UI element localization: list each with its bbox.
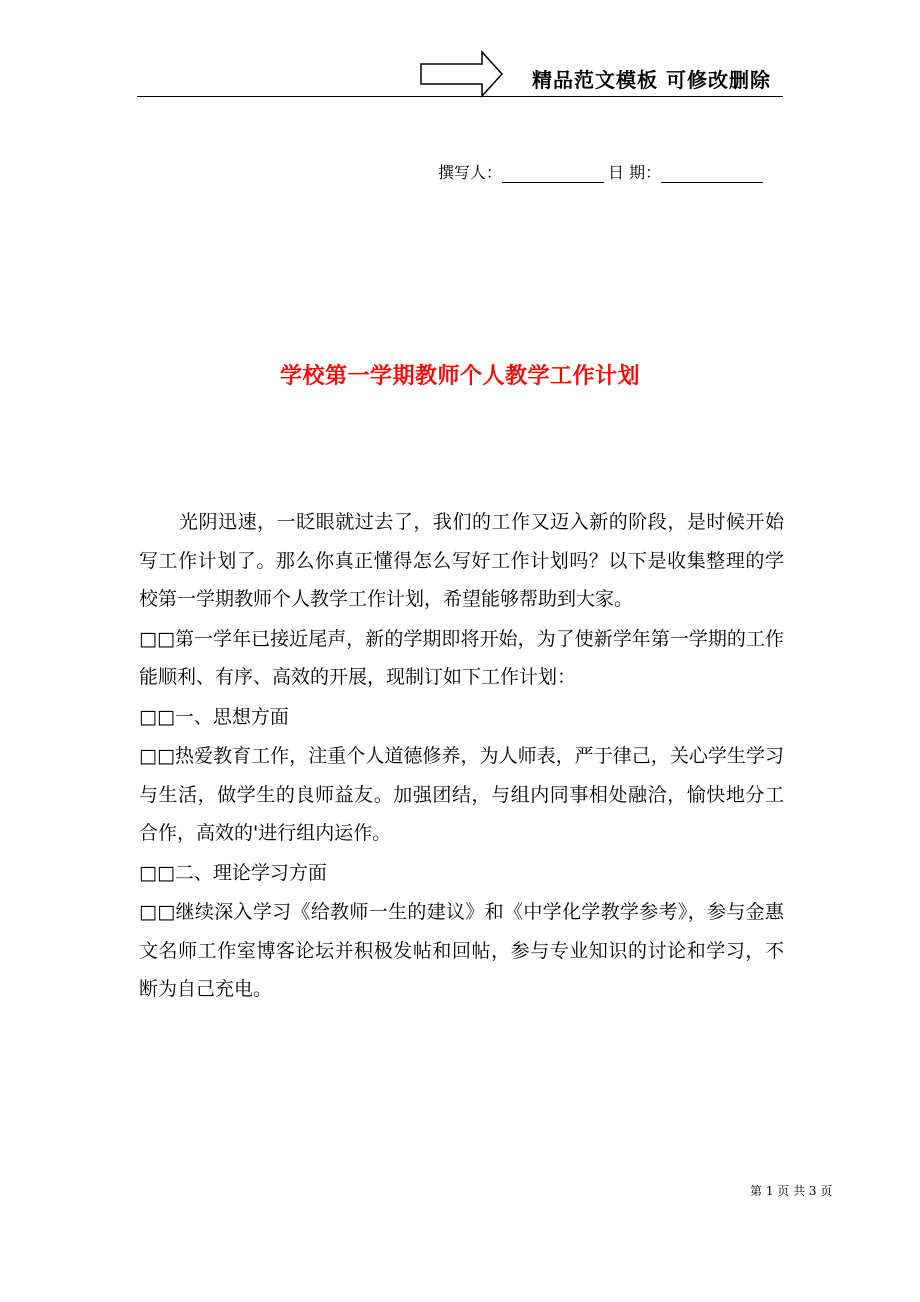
template-label: 精品范文模板 可修改删除	[532, 68, 771, 92]
arrow-icon	[420, 50, 504, 98]
header-divider	[137, 96, 783, 97]
section-heading: □□二、理论学习方面	[139, 861, 327, 884]
body-paragraph: □□第一学年已接近尾声，新的学期即将开始，为了使新学年第一学期的工作能顺利、有序、高效的开展，现制订如下工作计划：	[139, 627, 784, 688]
author-blank	[502, 164, 604, 183]
document-title: 学校第一学期教师个人教学工作计划	[279, 364, 640, 389]
document-body	[139, 503, 784, 1009]
date-label: 日 期：	[608, 163, 662, 182]
date-blank	[661, 164, 763, 183]
page-number: 第 1 页 共 3 页	[750, 1184, 833, 1198]
author-date-line	[438, 160, 763, 183]
body-paragraph: □□热爱教育工作，注重个人道德修养，为人师表，严于律己，关心学生学习与生活，做学生的良师益友。加强团结，与组内同事相处融洽，愉快地分工合作，高效的'进行组内运作。	[139, 745, 784, 844]
author-label: 撰写人：	[438, 163, 503, 182]
body-paragraph: □□继续深入学习《给教师一生的建议》和《中学化学教学参考》，参与金惠文名师工作室博客论坛并积极发帖和回帖，参与专业知识的讨论和学习，不断为自己充电。	[139, 901, 784, 1000]
intro-paragraph: 光阴迅速，一眨眼就过去了，我们的工作又迈入新的阶段，是时候开始写工作计划了。那么你真正懂得怎么写好工作计划吗？以下是收集整理的学校第一学期教师个人教学工作计划，希望能够帮助到大家。	[139, 511, 784, 610]
section-heading: □□一、思想方面	[139, 705, 289, 728]
